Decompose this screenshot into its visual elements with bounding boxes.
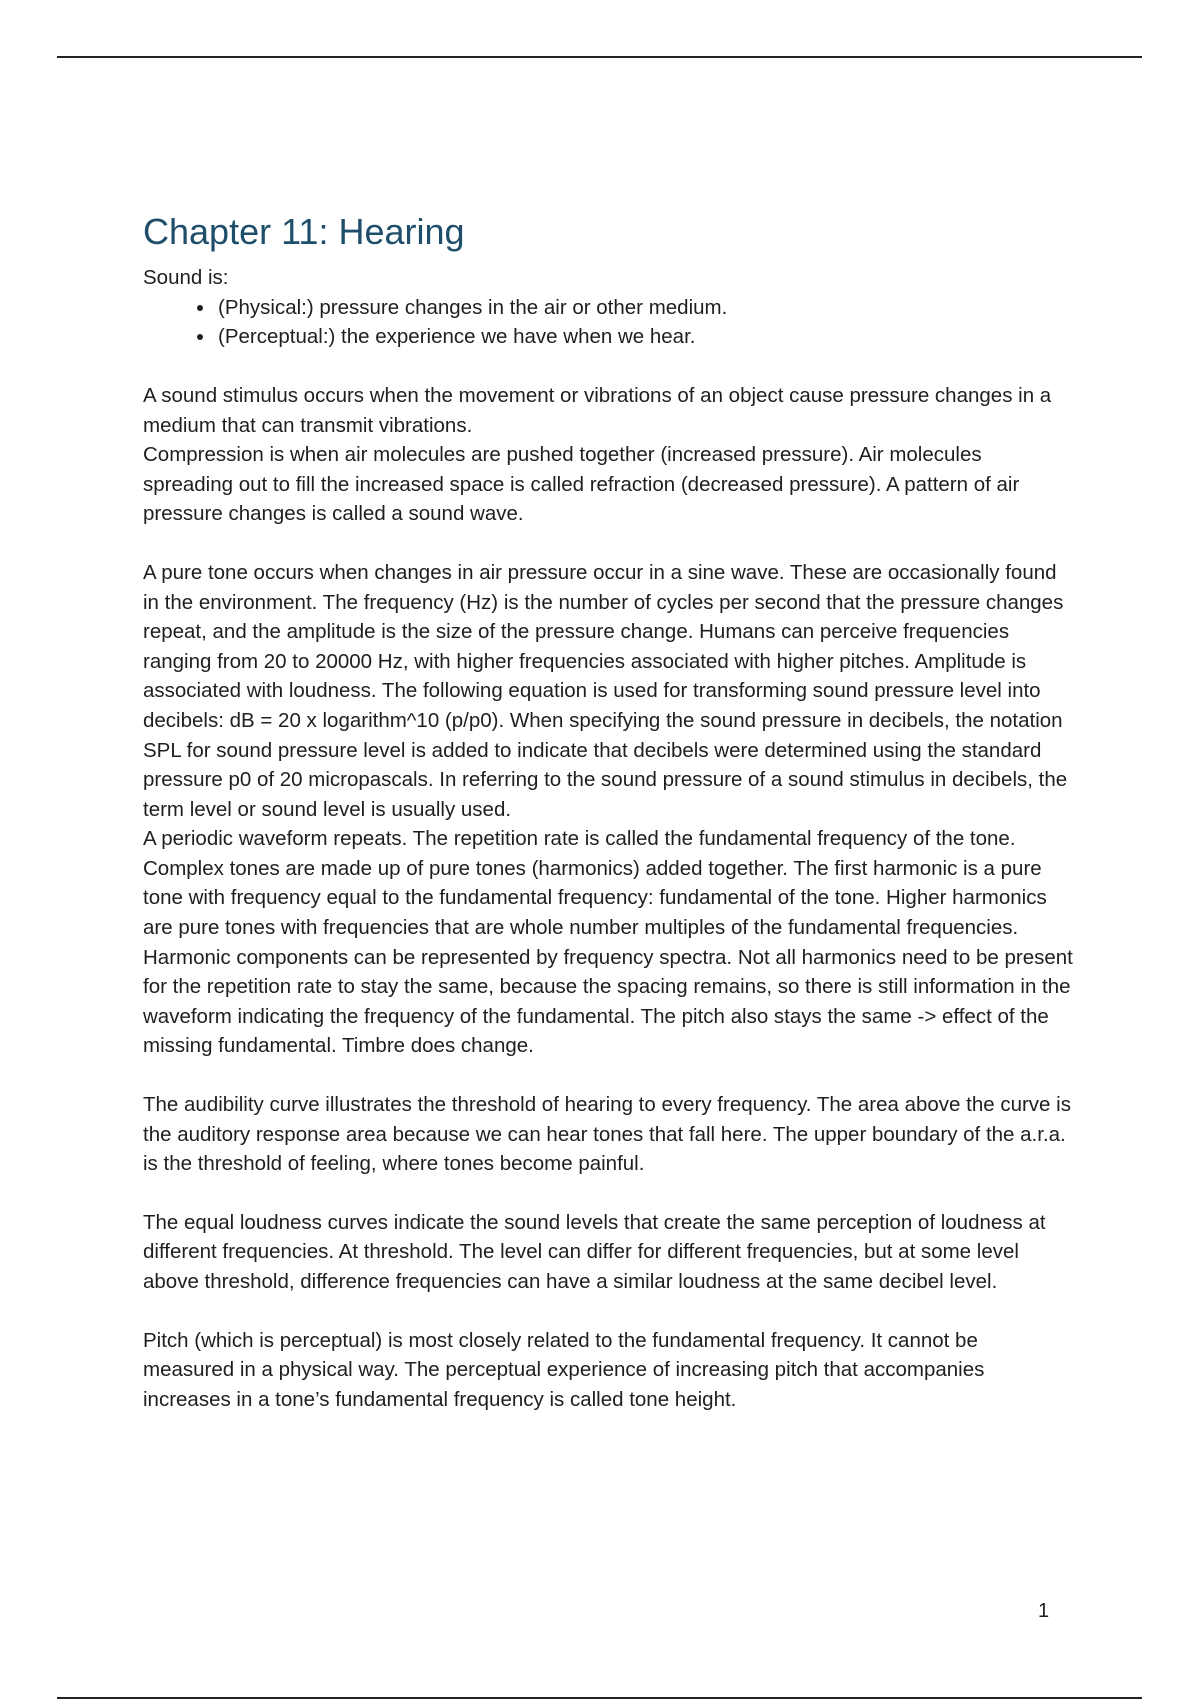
footer-rule [57, 1697, 1142, 1699]
paragraph-gap [143, 1297, 1073, 1326]
paragraph-pure-tone: A pure tone occurs when changes in air pressure occur in a sine wave. These are occasionally found in the environment. The frequency (Hz) is the number of cycles per second that the pressure changes repeat, and the amplitude is the size of the pressure change. Humans can perceive frequencies ranging from 20 to 20000 Hz, with higher frequencies associated with higher pitches. Amplitude is associated with loudness. The following equation is used for transforming sound pressure level into decibels: dB = 20 x logarithm^10 (p/p0). When specifying the sound pressure in decibels, the notation SPL for sound pressure level is added to indicate that decibels were determined using the standard pressure p0 of 20 micropascals. In referring to the sound pressure of a sound stimulus in decibels, the term level or sound level is usually used. [143, 560, 1068, 821]
page-content [143, 210, 1073, 1414]
paragraph-gap [143, 352, 1073, 381]
paragraph-gap [143, 1061, 1073, 1090]
paragraph-equal-loudness: The equal loudness curves indicate the sound levels that create the same perception of loudness at different frequencies. At threshold. The level can differ for different frequencies, but at some level above threshold, difference frequencies can have a similar loudness at the same decibel level. [143, 1210, 1046, 1293]
paragraph-pitch: Pitch (which is perceptual) is most closely related to the fundamental frequency. It cannot be measured in a physical way. The perceptual experience of increasing pitch that accompanies increases in a tone’s fundamental frequency is called tone height. [143, 1328, 985, 1411]
list-item: • (Perceptual:) the experience we have when we hear. [216, 322, 1073, 352]
paragraph-periodic-waveform: A periodic waveform repeats. The repetition rate is called the fundamental frequency of the tone. [143, 827, 1016, 851]
page-number: 1 [1038, 1600, 1050, 1622]
list-item: • (Physical:) pressure changes in the air or other medium. [216, 293, 1073, 323]
paragraph-audibility-curve: The audibility curve illustrates the threshold of hearing to every frequency. The area above the curve is the auditory response area because we can hear tones that fall here. The upper boundary of the a.r.a. is the threshold of feeling, where tones become painful. [143, 1093, 1071, 1176]
paragraph-gap [143, 1179, 1073, 1208]
paragraph-gap [143, 529, 1073, 558]
sound-intro: Sound is: [143, 266, 229, 290]
paragraph-compression: Compression is when air molecules are pushed together (increased pressure). Air molecules spreading out to fill the increased space is called refraction (decreased pressure). A pattern of air pressure changes is called a sound wave. [143, 443, 1020, 526]
paragraph-sound-stimulus: A sound stimulus occurs when the movement or vibrations of an object cause pressure changes in a medium that can transmit vibrations. [143, 383, 1052, 437]
sound-definition-list [143, 293, 1073, 352]
chapter-title: Chapter 11: Hearing [143, 211, 465, 252]
paragraph-complex-tones: Complex tones are made up of pure tones (harmonics) added together. The first harmonic is a pure tone with frequency equal to the fundamental frequency: fundamental of the tone. Higher harmonics are pure tones with frequencies that are whole number multiples of the fundamental frequencies. Harmonic components can be represented by frequency spectra. Not all harmonics need to be present for the repetition rate to stay the same, because the spacing remains, so there is still information in the waveform indicating the frequency of the fundamental. The pitch also stays the same -> effect of the missing fundamental. Timbre does change. [143, 856, 1073, 1058]
header-rule [57, 56, 1142, 58]
